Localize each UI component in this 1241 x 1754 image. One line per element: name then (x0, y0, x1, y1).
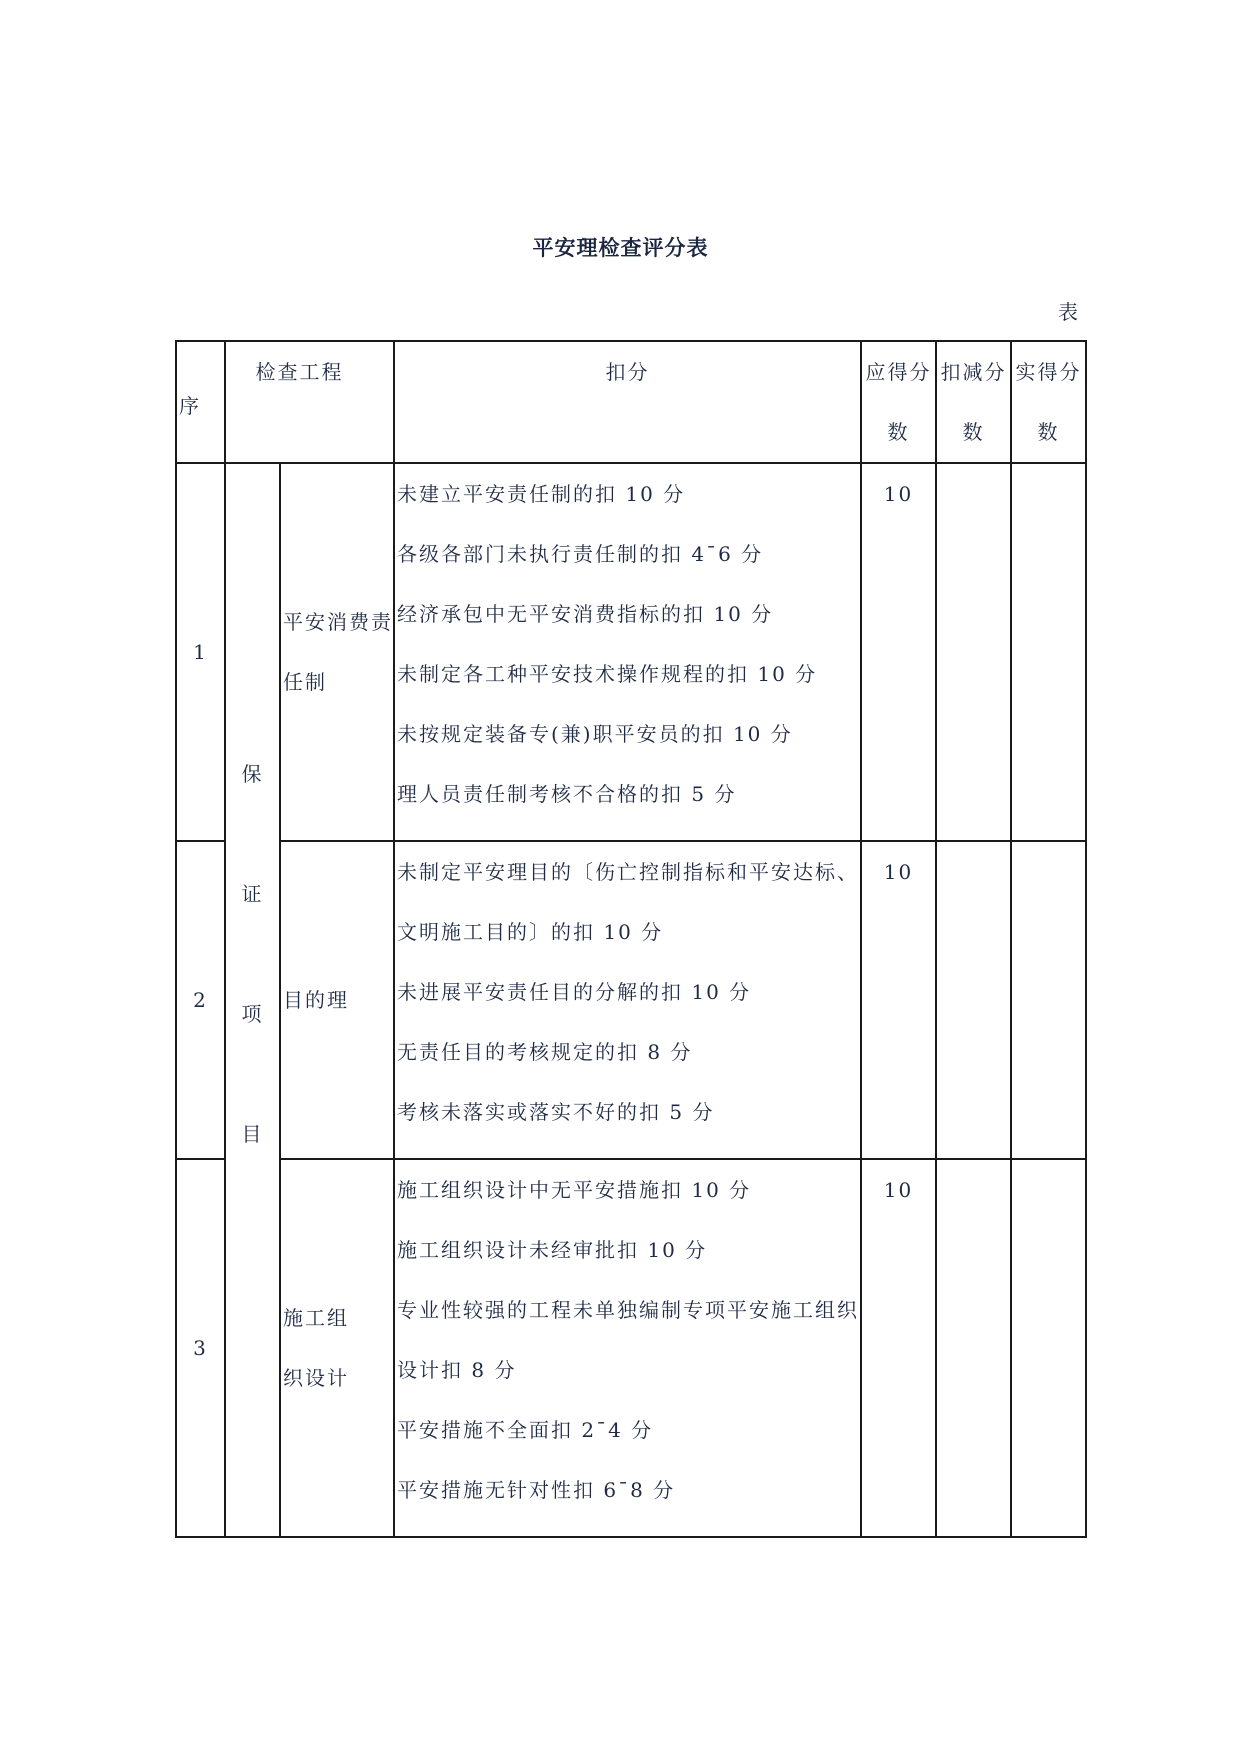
table-row (176, 841, 1086, 1159)
header-row (176, 341, 1086, 463)
row-number: 3 (176, 1159, 225, 1537)
score-table (175, 340, 1087, 1538)
row-category: 施工组 织设计 (280, 1159, 394, 1537)
row-deduct-items: 未建立平安责任制的扣 10 分 各级各部门未执行责任制的扣 4¯6 分 经济承包中无平安消费指标的扣 10 分 未制定各工种平安技术操作规程的扣 10 分 未按规定装备专(兼)职平安员的扣 10 分 理人员责任制考核不合格的扣 5 分 (394, 463, 861, 841)
row-number: 1 (176, 463, 225, 841)
header-item: 检查工程 (225, 341, 394, 463)
header-seq: 序 (176, 341, 225, 463)
header-deduct: 扣分 (394, 341, 861, 463)
page-title: 平安理检查评分表 (532, 236, 709, 260)
table-label: 表 (1058, 300, 1078, 324)
row-number: 2 (176, 841, 225, 1159)
row-category: 目的理 (280, 841, 394, 1159)
row-actual-score (1011, 841, 1086, 1159)
table-row (176, 1159, 1086, 1537)
table-row (176, 463, 1086, 841)
row-minus-score (936, 841, 1011, 1159)
row-full-score: 10 (861, 463, 936, 841)
row-deduct-items: 施工组织设计中无平安措施扣 10 分 施工组织设计未经审批扣 10 分 专业性较强的工程未单独编制专项平安施工组织 设计扣 8 分 平安措施不全面扣 2¯4 分 平安措施无针对性扣 6¯8 分 (394, 1159, 861, 1537)
row-category: 平安消费责 任制 (280, 463, 394, 841)
header-minus-score: 扣减分 数 (936, 341, 1011, 463)
row-actual-score (1011, 1159, 1086, 1537)
row-full-score: 10 (861, 841, 936, 1159)
row-minus-score (936, 1159, 1011, 1537)
row-deduct-items: 未制定平安理目的〔伤亡控制指标和平安达标、 文明施工目的〕的扣 10 分 未进展平安责任目的分解的扣 10 分 无责任目的考核规定的扣 8 分 考核未落实或落实不好的扣 5 分 (394, 841, 861, 1159)
group-label: 保 证 项 目 (225, 463, 280, 1537)
header-actual-score: 实得分 数 (1011, 341, 1086, 463)
row-minus-score (936, 463, 1011, 841)
row-actual-score (1011, 463, 1086, 841)
row-full-score: 10 (861, 1159, 936, 1537)
header-full-score: 应得分 数 (861, 341, 936, 463)
